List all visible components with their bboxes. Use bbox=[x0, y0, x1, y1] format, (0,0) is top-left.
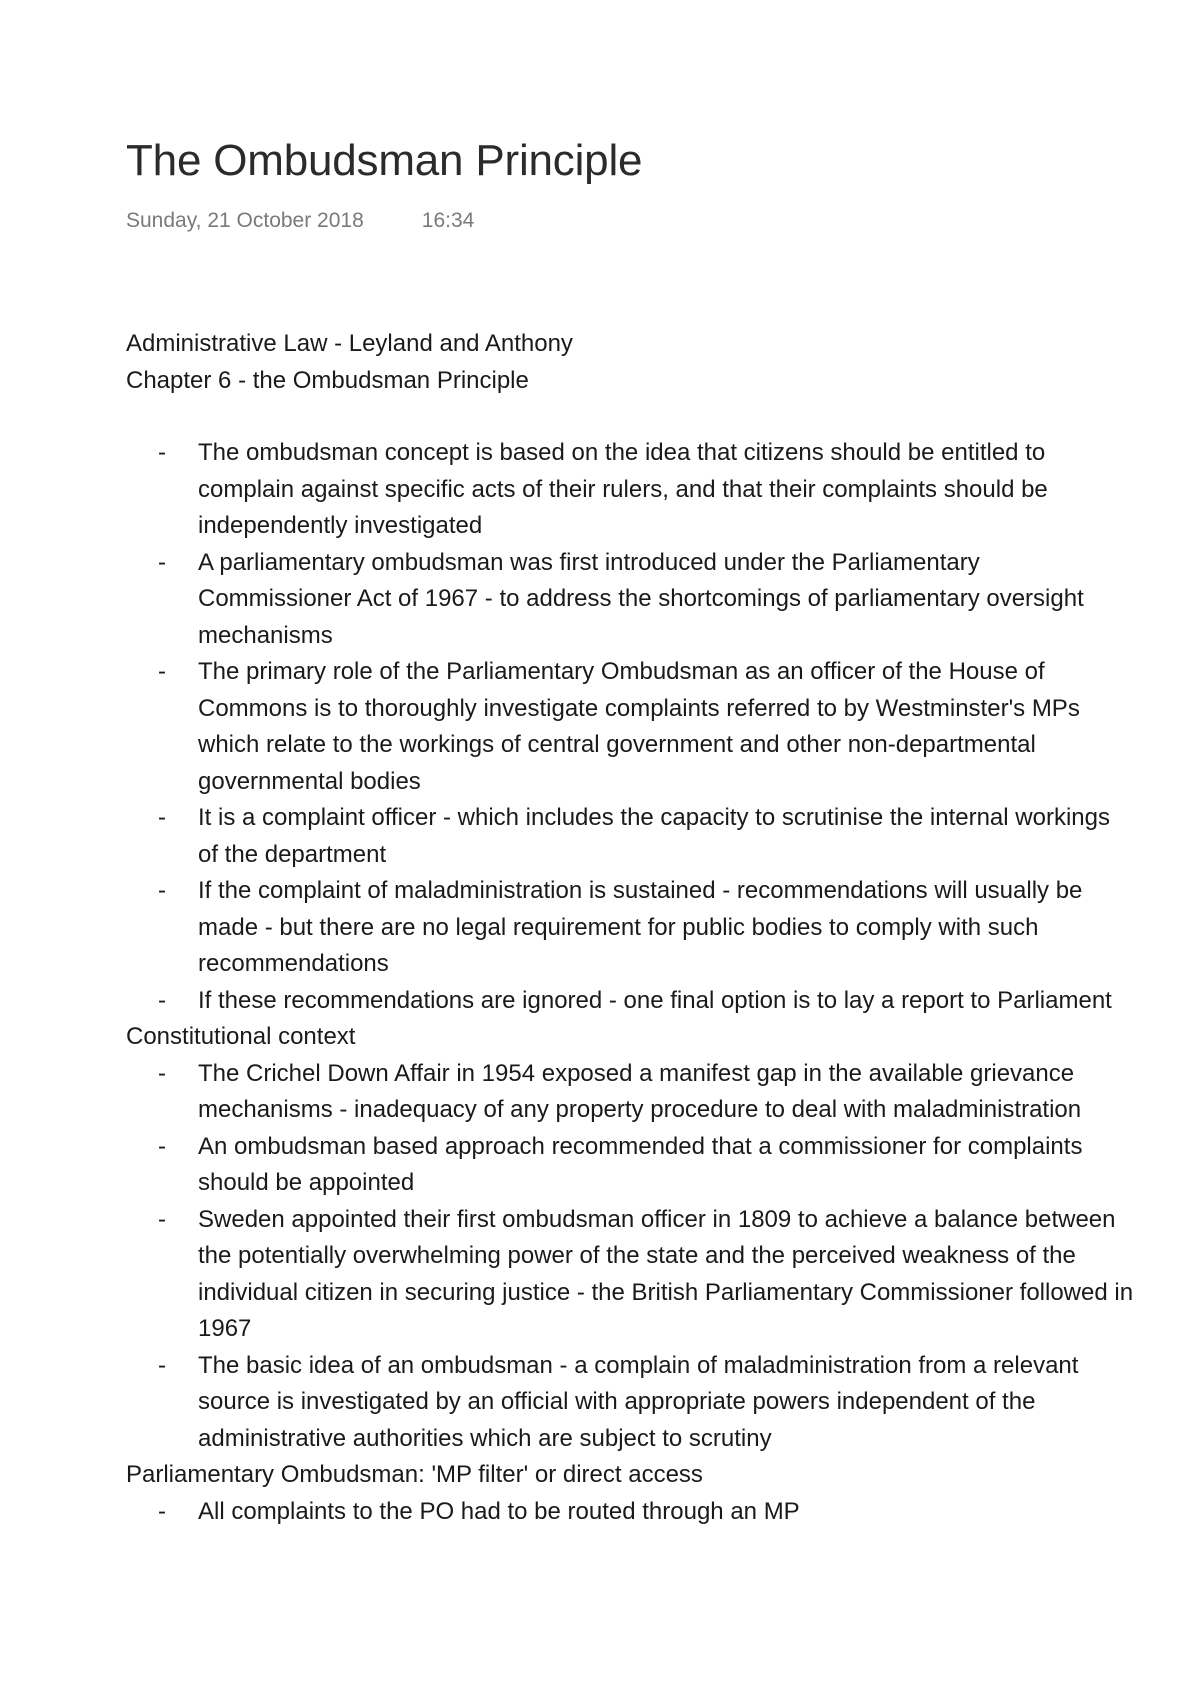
dash-bullet: - bbox=[158, 1351, 166, 1379]
intro-line-chapter: Chapter 6 - the Ombudsman Principle bbox=[126, 366, 529, 394]
dash-bullet: - bbox=[158, 658, 166, 685]
dash-bullet: - bbox=[158, 804, 166, 831]
list-item bbox=[126, 873, 1136, 983]
intro-line-book: Administrative Law - Leyland and Anthony bbox=[126, 330, 573, 357]
blank-line bbox=[126, 399, 1136, 435]
list-item-text: If these recommendations are ignored - one final option is to lay a report to Parliament bbox=[198, 986, 1112, 1014]
list-item-text: The Crichel Down Affair in 1954 exposed a manifest gap in the available grievance mechanisms - inadequacy of any property procedure to deal with maladministration bbox=[198, 1059, 1082, 1123]
dash-bullet: - bbox=[158, 1059, 166, 1087]
dash-bullet: - bbox=[158, 986, 166, 1014]
list-item bbox=[126, 1056, 1136, 1129]
dash-bullet: - bbox=[158, 1205, 166, 1233]
list-item bbox=[126, 983, 1136, 1020]
list-item bbox=[126, 1494, 1136, 1524]
list-item-text: It is a complaint officer - which includes the capacity to scrutinise the internal workings of the department bbox=[198, 804, 1110, 868]
list-item-text: A parliamentary ombudsman was first introduced under the Parliamentary Commissioner Act of 1967 - to address the shortcomings of parliamentary oversight mechanisms bbox=[198, 548, 1084, 649]
list-item-text: The primary role of the Parliamentary Ombudsman as an officer of the House of Commons is to thoroughly investigate complaints referred to by Westminster's MPs which relate to the workings of central government and other non-departmental governmental bodies bbox=[198, 658, 1080, 795]
list-item-text: The ombudsman concept is based on the idea that citizens should be entitled to complain against specific acts of their rulers, and that their complaints should be independently investigated bbox=[198, 439, 1048, 539]
list-item bbox=[126, 1129, 1136, 1202]
dash-bullet: - bbox=[158, 1497, 166, 1524]
page-timestamp bbox=[126, 209, 474, 233]
list-item bbox=[126, 800, 1136, 873]
page-time: 16:34 bbox=[421, 209, 475, 232]
list-item-text: Sweden appointed their first ombudsman officer in 1809 to achieve a balance between the potentially overwhelming power of the state and the perceived weakness of the individual citizen in securing justice - the British Parliamentary Commissioner followed in 1967 bbox=[198, 1205, 1134, 1342]
dash-bullet: - bbox=[158, 1132, 166, 1160]
list-item bbox=[126, 1202, 1136, 1348]
section-heading-mp-filter: Parliamentary Ombudsman: 'MP filter' or direct access bbox=[126, 1461, 703, 1488]
list-item-text: An ombudsman based approach recommended that a commissioner for complaints should be appointed bbox=[198, 1132, 1083, 1196]
dash-bullet: - bbox=[158, 548, 166, 576]
list-item-text: If the complaint of maladministration is sustained - recommendations will usually be made - but there are no legal requirement for public bodies to comply with such recommendations bbox=[198, 877, 1083, 977]
bullet-list-constitutional-context bbox=[126, 1056, 1136, 1458]
list-item-text: The basic idea of an ombudsman - a complain of maladministration from a relevant source is investigated by an official with appropriate powers independent of the administrative authorities which are subject to scrutiny bbox=[198, 1351, 1079, 1452]
page-title: The Ombudsman Principle bbox=[126, 136, 643, 185]
list-item bbox=[126, 654, 1136, 800]
list-item bbox=[126, 1348, 1136, 1458]
dash-bullet: - bbox=[158, 877, 166, 904]
page-date: Sunday, 21 October 2018 bbox=[126, 209, 364, 232]
dash-bullet: - bbox=[158, 439, 166, 466]
list-item bbox=[126, 545, 1136, 655]
bullet-list-mp-filter bbox=[126, 1494, 1136, 1524]
list-item bbox=[126, 435, 1136, 545]
note-body bbox=[126, 326, 1136, 1524]
section-heading-constitutional-context: Constitutional context bbox=[126, 1023, 356, 1050]
list-item-text: All complaints to the PO had to be routed through an MP bbox=[198, 1497, 800, 1524]
bullet-list-ombudsman-overview bbox=[126, 435, 1136, 1019]
